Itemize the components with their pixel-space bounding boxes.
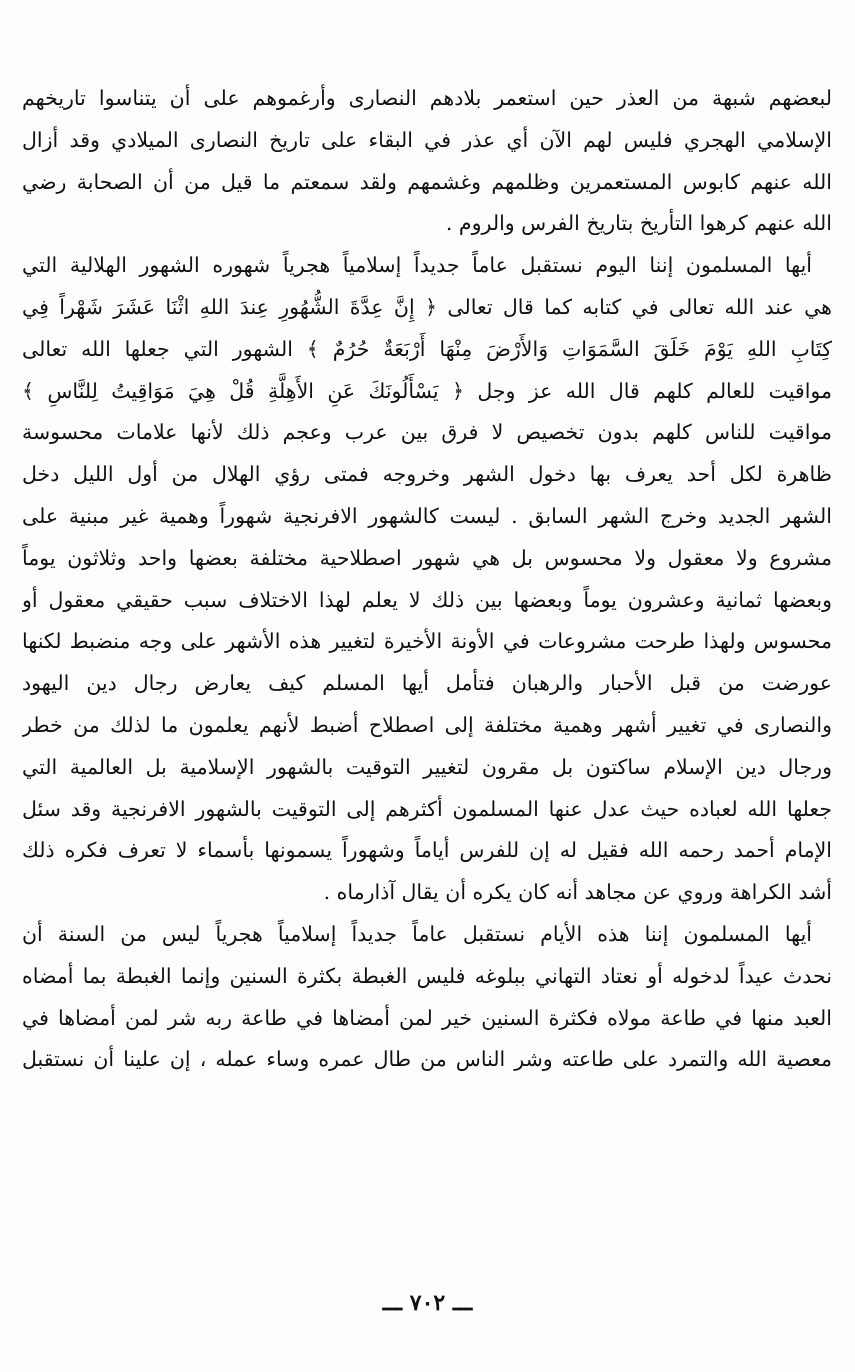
text-line: جعلها الله لعباده حيث عدل عنها المسلمون أكثرهم إلى التوقيت بالشهور الافرنجية وقد سئل bbox=[22, 796, 832, 821]
text-line: والنصارى في تغيير أشهر وهمية مختلفة إلى اصطلاح أضبط لأنهم يعلمون ما لذلك من خطر bbox=[22, 712, 832, 737]
text-line: محسوس ولهذا طرحت مشروعات في الأونة الأخيرة لتغيير هذه الأشهر على وجه منضبط لكنها bbox=[22, 629, 832, 654]
text-line: لبعضهم شبهة من العذر حين استعمر بلادهم النصارى وأرغموهم على أن يتناسوا تاريخهم bbox=[22, 86, 832, 110]
text-line: الله عنهم كرهوا التأريخ بتاريخ الفرس والروم . bbox=[445, 211, 832, 236]
text-line: مواقيت للناس كلهم بدون تخصيص لا فرق بين عرب وعجم ذلك لأنها علامات محسوسة bbox=[22, 420, 832, 445]
text-line: الله عنهم كابوس المستعمرين وظلمهم وغشمهم ولقد سمعتم ما قيل من أن الصحابة رضي bbox=[22, 169, 832, 194]
text-line: عورضت من قبل الأحبار والرهبان فتأمل أيها المسلم كيف يعارض رجال دين اليهود bbox=[22, 671, 832, 696]
text-line: مشروع ولا معقول ولا محسوس بل هي شهور اصطلاحية مختلفة بعضها واحد وثلاثون يوماً bbox=[22, 545, 832, 570]
text-line: الإسلامي الهجري فليس لهم الآن أي عذر في البقاء على تاريخ النصارى الميلادي وقد أزال bbox=[22, 127, 832, 152]
text-line: معصية الله والتمرد على طاعته وشر الناس من طال عمره وساء عمله ، إن علينا أن نستقبل bbox=[22, 1047, 832, 1072]
page-number: ـــ ٧٠٢ ـــ bbox=[382, 1290, 473, 1316]
text-line: أيها المسلمون إننا اليوم نستقبل عاماً جديداً إسلامياً هجرياً شهوره الشهور الهلالية التي bbox=[22, 253, 812, 278]
text-line: العبد منها في طاعة مولاه فكثرة السنين خير لمن أمضاها في طاعة ربه شر لمن أمضاها في bbox=[22, 1005, 832, 1030]
text-line: ظاهرة لكل أحد يعرف بها دخول الشهر وخروجه فمتى رؤي الهلال من أول الليل دخل bbox=[22, 462, 832, 487]
text-line: ورجال دين الإسلام ساكتون بل مقرون لتغيير التوقيت بالشهور الإسلامية بل العالمية التي bbox=[22, 754, 832, 779]
text-line: نحدث عيداً لدخوله أو نعتاد التهاني ببلوغه فليس الغبطة بكثرة السنين وإنما الغبطة بما أمضاه bbox=[22, 963, 832, 988]
text-line: مواقيت للعالم كلهم قال الله عز وجل ﴿ يَسْأَلُونَكَ عَنِ الأَهِلَّةِ قُلْ هِيَ مَوَاقِيتُ لِلنَّاسِ ﴾ bbox=[22, 378, 832, 403]
text-line: أشد الكراهة وروي عن مجاهد أنه كان يكره أن يقال آذارماه . bbox=[323, 880, 832, 905]
text-line: الشهر الجديد وخرج الشهر السابق . ليست كالشهور الافرنجية شهوراً وهمية غير مبنية على bbox=[22, 503, 832, 528]
text-line: كِتَابِ اللهِ يَوْمَ خَلَقَ السَّمَوَاتِ وَالأَرْضَ مِنْهَا أَرْبَعَةٌ حُرُمٌ ﴾ الشهور التي جعلها الله تعالى bbox=[22, 336, 832, 361]
body-text bbox=[22, 78, 832, 1081]
text-line: الإمام أحمد رحمه الله فقيل له إن للفرس أياماً وشهوراً يسمونها بأسماء لا تعرف فكره ذلك bbox=[22, 838, 832, 863]
text-line: أيها المسلمون إننا هذه الأيام نستقبل عاماً جديداً إسلامياً هجرياً ليس من السنة أن bbox=[22, 921, 812, 946]
text-line: هي عند الله تعالى في كتابه كما قال تعالى ﴿ إِنَّ عِدَّةَ الشُّهُورِ عِندَ اللهِ اثْنَا عَشَرَ شَهْراً فِي bbox=[22, 294, 832, 319]
text-line: وبعضها ثمانية وعشرون يوماً وبعضها بين ذلك لا يعلم لهذا الاختلاف سبب حقيقي معقول أو bbox=[22, 587, 832, 612]
